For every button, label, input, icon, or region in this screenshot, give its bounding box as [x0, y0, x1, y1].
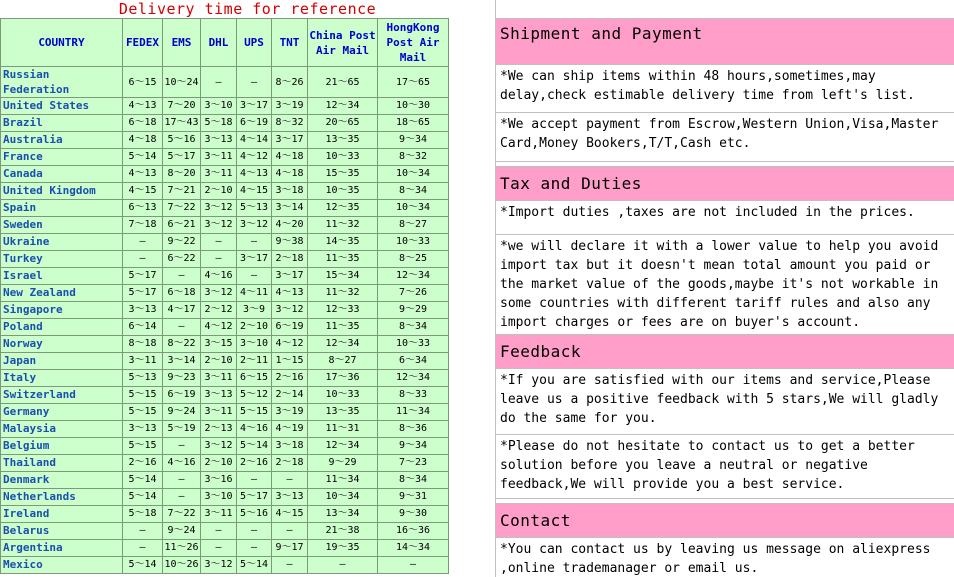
- delivery-days-cell: —: [272, 472, 308, 489]
- delivery-days-cell: 3～11: [201, 149, 237, 166]
- delivery-days-cell: 4～13: [237, 166, 272, 183]
- delivery-days-cell: —: [123, 251, 163, 268]
- delivery-days-cell: 3～13: [272, 489, 308, 506]
- delivery-days-cell: 3～12: [201, 438, 237, 455]
- delivery-days-cell: 3～17: [237, 98, 272, 115]
- delivery-days-cell: —: [163, 268, 201, 285]
- table-row: [1, 387, 449, 404]
- delivery-days-cell: 3～18: [272, 183, 308, 200]
- delivery-days-cell: 6～19: [237, 115, 272, 132]
- delivery-days-cell: 3～10: [201, 98, 237, 115]
- top-spacer: [496, 0, 954, 19]
- table-row: [1, 472, 449, 489]
- delivery-days-cell: 5～17: [163, 149, 201, 166]
- delivery-days-cell: 7～18: [123, 217, 163, 234]
- table-row: [1, 404, 449, 421]
- column-header: China Post Air Mail: [308, 19, 378, 67]
- delivery-days-cell: 4～18: [123, 132, 163, 149]
- delivery-days-cell: 2～10: [201, 353, 237, 370]
- delivery-days-cell: 4～13: [123, 166, 163, 183]
- delivery-days-cell: 3～13: [201, 387, 237, 404]
- delivery-days-cell: 11～35: [308, 251, 378, 268]
- delivery-days-cell: 5～15: [123, 387, 163, 404]
- delivery-days-cell: 15～35: [308, 166, 378, 183]
- delivery-days-cell: 6～19: [272, 319, 308, 336]
- delivery-days-cell: 6～19: [163, 387, 201, 404]
- delivery-days-cell: 5～15: [237, 404, 272, 421]
- delivery-days-cell: 3～10: [201, 489, 237, 506]
- delivery-days-cell: 3～13: [123, 302, 163, 319]
- table-row: [1, 557, 449, 574]
- delivery-days-cell: 9～34: [378, 438, 449, 455]
- country-name: Sweden: [1, 217, 123, 234]
- contact-heading: Contact: [496, 504, 954, 538]
- delivery-days-cell: 17～65: [378, 67, 449, 98]
- delivery-days-cell: 8～34: [378, 319, 449, 336]
- delivery-days-cell: 7～23: [378, 455, 449, 472]
- delivery-days-cell: 11～26: [163, 540, 201, 557]
- country-name: Thailand: [1, 455, 123, 472]
- delivery-days-cell: —: [201, 540, 237, 557]
- delivery-days-cell: 5～17: [123, 285, 163, 302]
- country-name: Malaysia: [1, 421, 123, 438]
- country-name: Turkey: [1, 251, 123, 268]
- delivery-days-cell: 5～15: [123, 438, 163, 455]
- delivery-days-cell: 10～26: [163, 557, 201, 574]
- delivery-days-cell: 4～12: [237, 149, 272, 166]
- table-row: [1, 67, 449, 98]
- table-row: [1, 336, 449, 353]
- delivery-days-cell: 3～14: [163, 353, 201, 370]
- delivery-days-cell: 21～38: [308, 523, 378, 540]
- country-name: Switzerland: [1, 387, 123, 404]
- delivery-days-cell: —: [272, 523, 308, 540]
- delivery-days-cell: 5～18: [201, 115, 237, 132]
- contact-paragraph: *You can contact us by leaving us message on aliexpress ,online trademanager or email us.: [500, 542, 931, 576]
- delivery-days-cell: 5～14: [237, 438, 272, 455]
- country-name: Belgium: [1, 438, 123, 455]
- delivery-days-cell: —: [163, 489, 201, 506]
- country-name: Singapore: [1, 302, 123, 319]
- delivery-days-cell: 9～34: [378, 132, 449, 149]
- country-name: Poland: [1, 319, 123, 336]
- delivery-days-cell: 5～16: [237, 506, 272, 523]
- country-name: Spain: [1, 200, 123, 217]
- delivery-days-cell: —: [201, 234, 237, 251]
- delivery-days-cell: 6～14: [123, 319, 163, 336]
- country-name: France: [1, 149, 123, 166]
- delivery-days-cell: 4～20: [272, 217, 308, 234]
- country-name: New Zealand: [1, 285, 123, 302]
- delivery-days-cell: 12～34: [378, 370, 449, 387]
- delivery-days-cell: 3～12: [201, 200, 237, 217]
- table-row: [1, 370, 449, 387]
- delivery-days-cell: —: [201, 523, 237, 540]
- delivery-days-cell: 4～11: [237, 285, 272, 302]
- delivery-days-cell: 4～16: [237, 421, 272, 438]
- delivery-days-cell: 3～14: [272, 200, 308, 217]
- tax-paragraph-2: *we will declare it with a lower value to help you avoid import tax but it doesn't mean total amount you paid or the market value of the goods,maybe it's not workable in some countries with different tariff rules and also any import charges or fees are on buyer's account.: [496, 235, 954, 335]
- delivery-days-cell: 5～18: [123, 506, 163, 523]
- country-name: United States: [1, 98, 123, 115]
- table-row: [1, 268, 449, 285]
- country-name: Denmark: [1, 472, 123, 489]
- delivery-days-cell: 2～11: [237, 353, 272, 370]
- delivery-days-cell: 14～34: [378, 540, 449, 557]
- delivery-days-cell: 20～65: [308, 115, 378, 132]
- delivery-days-cell: 5～14: [123, 557, 163, 574]
- info-panel: [495, 0, 954, 577]
- delivery-days-cell: 9～38: [272, 234, 308, 251]
- country-name: Belarus: [1, 523, 123, 540]
- delivery-days-cell: 11～35: [308, 319, 378, 336]
- country-name: Ukraine: [1, 234, 123, 251]
- table-row: [1, 166, 449, 183]
- delivery-days-cell: 3～12: [237, 217, 272, 234]
- delivery-days-cell: 19～35: [308, 540, 378, 557]
- delivery-days-cell: 2～18: [272, 251, 308, 268]
- delivery-days-cell: 4～16: [163, 455, 201, 472]
- feedback-paragraph-1: *If you are satisfied with our items and service,Please leave us a positive feedback with 5 stars,We will gladly do the same for you.: [496, 369, 954, 435]
- shipment-payment-heading: Shipment and Payment: [496, 19, 954, 65]
- delivery-days-cell: 4～12: [272, 336, 308, 353]
- delivery-days-cell: 10～34: [378, 166, 449, 183]
- country-name: Canada: [1, 166, 123, 183]
- delivery-days-cell: 3～17: [272, 132, 308, 149]
- delivery-days-cell: 4～13: [123, 98, 163, 115]
- delivery-days-cell: 9～31: [378, 489, 449, 506]
- table-row: [1, 115, 449, 132]
- delivery-days-cell: 4～18: [272, 149, 308, 166]
- delivery-days-cell: 11～34: [308, 472, 378, 489]
- delivery-days-cell: —: [237, 540, 272, 557]
- delivery-days-cell: —: [237, 472, 272, 489]
- column-header: UPS: [237, 19, 272, 67]
- delivery-days-cell: 9～29: [378, 302, 449, 319]
- delivery-days-cell: 8～33: [378, 387, 449, 404]
- delivery-days-cell: —: [378, 557, 449, 574]
- tax-paragraph-1: *Import duties ,taxes are not included in the prices.: [496, 201, 954, 235]
- country-name: Germany: [1, 404, 123, 421]
- country-name: United Kingdom: [1, 183, 123, 200]
- delivery-days-cell: 4～13: [272, 285, 308, 302]
- delivery-days-cell: 3～11: [123, 353, 163, 370]
- delivery-title: Delivery time for reference: [118, 0, 377, 18]
- table-row: [1, 251, 449, 268]
- delivery-days-cell: —: [201, 251, 237, 268]
- table-header-row: [1, 19, 449, 67]
- delivery-days-cell: 8～32: [378, 149, 449, 166]
- delivery-days-cell: 10～34: [378, 200, 449, 217]
- delivery-days-cell: 12～34: [308, 438, 378, 455]
- country-name: Norway: [1, 336, 123, 353]
- table-row: [1, 489, 449, 506]
- delivery-days-cell: 3～11: [201, 370, 237, 387]
- delivery-days-cell: 4～15: [272, 506, 308, 523]
- delivery-days-cell: 3～19: [272, 98, 308, 115]
- table-row: [1, 438, 449, 455]
- table-row: [1, 183, 449, 200]
- delivery-days-cell: 9～30: [378, 506, 449, 523]
- delivery-days-cell: 14～35: [308, 234, 378, 251]
- delivery-days-cell: 8～27: [378, 217, 449, 234]
- delivery-days-cell: 8～34: [378, 472, 449, 489]
- delivery-days-cell: 3～17: [272, 268, 308, 285]
- delivery-days-cell: 9～17: [272, 540, 308, 557]
- delivery-days-cell: 9～22: [163, 234, 201, 251]
- delivery-days-cell: 3～12: [201, 217, 237, 234]
- delivery-days-cell: 4～15: [237, 183, 272, 200]
- country-name: Israel: [1, 268, 123, 285]
- delivery-days-cell: 3～13: [201, 132, 237, 149]
- delivery-days-cell: 13～35: [308, 132, 378, 149]
- delivery-days-cell: 11～31: [308, 421, 378, 438]
- delivery-days-cell: 3～9: [237, 302, 272, 319]
- delivery-days-cell: —: [237, 523, 272, 540]
- delivery-days-cell: 8～34: [378, 183, 449, 200]
- table-row: [1, 200, 449, 217]
- delivery-days-cell: —: [201, 67, 237, 98]
- country-name: Australia: [1, 132, 123, 149]
- delivery-days-cell: —: [123, 523, 163, 540]
- table-row: [1, 455, 449, 472]
- delivery-days-cell: 5～14: [123, 149, 163, 166]
- delivery-days-cell: 3～11: [201, 166, 237, 183]
- column-header-country: COUNTRY: [1, 19, 123, 67]
- country-name: Netherlands: [1, 489, 123, 506]
- delivery-days-cell: 8～27: [308, 353, 378, 370]
- delivery-days-cell: 12～34: [308, 336, 378, 353]
- delivery-days-cell: 4～17: [163, 302, 201, 319]
- table-row: [1, 302, 449, 319]
- delivery-days-cell: 15～34: [308, 268, 378, 285]
- country-name: Russian Federation: [1, 67, 123, 98]
- delivery-days-cell: 4～12: [201, 319, 237, 336]
- table-row: [1, 149, 449, 166]
- delivery-days-cell: 2～10: [237, 319, 272, 336]
- delivery-days-cell: 13～35: [308, 404, 378, 421]
- delivery-days-cell: 2～18: [272, 455, 308, 472]
- delivery-days-cell: 6～21: [163, 217, 201, 234]
- delivery-days-cell: 10～33: [378, 336, 449, 353]
- delivery-days-cell: 17～43: [163, 115, 201, 132]
- delivery-days-cell: 9～23: [163, 370, 201, 387]
- country-name: Mexico: [1, 557, 123, 574]
- delivery-days-cell: 4～16: [201, 268, 237, 285]
- column-header: HongKong Post Air Mail: [378, 19, 449, 67]
- shipment-paragraph-1: *We can ship items within 48 hours,sometimes,may delay,check estimable delivery time from left's list.: [496, 65, 954, 113]
- delivery-days-cell: 7～22: [163, 200, 201, 217]
- delivery-days-cell: 2～10: [201, 183, 237, 200]
- delivery-days-cell: 12～33: [308, 302, 378, 319]
- country-name: Brazil: [1, 115, 123, 132]
- delivery-days-cell: 12～34: [378, 268, 449, 285]
- delivery-days-cell: 6～34: [378, 353, 449, 370]
- delivery-days-cell: 3～12: [272, 302, 308, 319]
- delivery-days-cell: 3～13: [123, 421, 163, 438]
- delivery-days-cell: 6～15: [237, 370, 272, 387]
- delivery-days-cell: 8～22: [163, 336, 201, 353]
- country-name: Argentina: [1, 540, 123, 557]
- delivery-days-cell: 11～34: [378, 404, 449, 421]
- delivery-table: [0, 18, 449, 574]
- delivery-days-cell: 6～18: [123, 115, 163, 132]
- table-row: [1, 421, 449, 438]
- delivery-days-cell: 3～10: [237, 336, 272, 353]
- delivery-days-cell: 9～29: [308, 455, 378, 472]
- table-row: [1, 217, 449, 234]
- delivery-days-cell: 17～36: [308, 370, 378, 387]
- delivery-days-cell: 3～16: [201, 472, 237, 489]
- delivery-days-cell: —: [272, 557, 308, 574]
- table-body: [1, 67, 449, 574]
- delivery-days-cell: —: [123, 234, 163, 251]
- delivery-days-cell: 8～25: [378, 251, 449, 268]
- delivery-days-cell: 5～17: [123, 268, 163, 285]
- delivery-days-cell: 9～24: [163, 523, 201, 540]
- delivery-days-cell: 5～13: [237, 200, 272, 217]
- delivery-days-cell: 3～12: [201, 285, 237, 302]
- delivery-days-cell: 4～19: [272, 421, 308, 438]
- delivery-days-cell: —: [163, 472, 201, 489]
- delivery-days-cell: 3～17: [237, 251, 272, 268]
- payment-paragraph: *We accept payment from Escrow,Western Union,Visa,Master Card,Money Bookers,T/T,Cash etc.: [496, 113, 954, 162]
- delivery-days-cell: 12～35: [308, 200, 378, 217]
- column-header: DHL: [201, 19, 237, 67]
- delivery-days-cell: 8～18: [123, 336, 163, 353]
- table-row: [1, 234, 449, 251]
- delivery-days-cell: 2～10: [201, 455, 237, 472]
- delivery-days-cell: 6～18: [163, 285, 201, 302]
- delivery-days-cell: 10～34: [308, 489, 378, 506]
- delivery-days-cell: 3～11: [201, 506, 237, 523]
- delivery-days-cell: 2～14: [272, 387, 308, 404]
- feedback-heading: Feedback: [496, 335, 954, 369]
- tax-duties-heading: Tax and Duties: [496, 167, 954, 201]
- table-row: [1, 132, 449, 149]
- delivery-days-cell: 5～14: [123, 489, 163, 506]
- delivery-days-cell: 5～12: [237, 387, 272, 404]
- delivery-days-cell: 10～33: [378, 234, 449, 251]
- delivery-days-cell: 4～18: [272, 166, 308, 183]
- table-row: [1, 540, 449, 557]
- table-row: [1, 98, 449, 115]
- delivery-days-cell: 4～14: [237, 132, 272, 149]
- delivery-days-cell: 11～32: [308, 217, 378, 234]
- table-row: [1, 285, 449, 302]
- delivery-days-cell: 10～33: [308, 149, 378, 166]
- delivery-days-cell: 2～16: [237, 455, 272, 472]
- delivery-days-cell: 7～22: [163, 506, 201, 523]
- delivery-days-cell: 11～32: [308, 285, 378, 302]
- table-row: [1, 353, 449, 370]
- delivery-days-cell: 3～18: [272, 438, 308, 455]
- table-row: [1, 523, 449, 540]
- delivery-days-cell: 7～20: [163, 98, 201, 115]
- delivery-days-cell: 3～12: [201, 557, 237, 574]
- delivery-days-cell: 5～16: [163, 132, 201, 149]
- column-header: FEDEX: [123, 19, 163, 67]
- delivery-days-cell: 3～15: [201, 336, 237, 353]
- delivery-days-cell: 3～19: [272, 404, 308, 421]
- delivery-days-cell: 13～34: [308, 506, 378, 523]
- delivery-days-cell: 21～65: [308, 67, 378, 98]
- delivery-days-cell: 2～16: [272, 370, 308, 387]
- delivery-days-cell: —: [237, 234, 272, 251]
- delivery-days-cell: 7～26: [378, 285, 449, 302]
- delivery-days-cell: 12～34: [308, 98, 378, 115]
- country-name: Japan: [1, 353, 123, 370]
- table-row: [1, 506, 449, 523]
- delivery-days-cell: 10～35: [308, 183, 378, 200]
- delivery-days-cell: —: [237, 67, 272, 98]
- delivery-days-cell: 10～30: [378, 98, 449, 115]
- delivery-days-cell: 5～14: [237, 557, 272, 574]
- delivery-days-cell: 2～12: [201, 302, 237, 319]
- delivery-days-cell: 10～24: [163, 67, 201, 98]
- delivery-days-cell: 8～36: [378, 421, 449, 438]
- delivery-days-cell: 6～15: [123, 67, 163, 98]
- delivery-days-cell: —: [308, 557, 378, 574]
- delivery-days-cell: 8～32: [272, 115, 308, 132]
- column-header: EMS: [163, 19, 201, 67]
- country-name: Ireland: [1, 506, 123, 523]
- delivery-days-cell: 5～17: [237, 489, 272, 506]
- delivery-days-cell: 6～22: [163, 251, 201, 268]
- delivery-days-cell: 3～11: [201, 404, 237, 421]
- delivery-days-cell: 5～13: [123, 370, 163, 387]
- column-header: TNT: [272, 19, 308, 67]
- delivery-days-cell: —: [123, 540, 163, 557]
- delivery-days-cell: —: [237, 268, 272, 285]
- delivery-days-cell: 10～33: [308, 387, 378, 404]
- delivery-days-cell: 5～19: [163, 421, 201, 438]
- table-row: [1, 319, 449, 336]
- delivery-days-cell: 18～65: [378, 115, 449, 132]
- delivery-days-cell: 8～26: [272, 67, 308, 98]
- country-name: Italy: [1, 370, 123, 387]
- delivery-days-cell: 1～15: [272, 353, 308, 370]
- delivery-days-cell: 2～13: [201, 421, 237, 438]
- delivery-days-cell: —: [163, 438, 201, 455]
- delivery-days-cell: —: [163, 319, 201, 336]
- delivery-days-cell: 6～13: [123, 200, 163, 217]
- delivery-days-cell: 5～15: [123, 404, 163, 421]
- delivery-days-cell: 5～14: [123, 472, 163, 489]
- delivery-days-cell: 7～21: [163, 183, 201, 200]
- feedback-paragraph-2: *Please do not hesitate to contact us to get a better solution before you leave a neutral or negative feedback,We will provide you a best service.: [496, 435, 954, 499]
- delivery-days-cell: 8～20: [163, 166, 201, 183]
- delivery-days-cell: 4～15: [123, 183, 163, 200]
- delivery-days-cell: 2～16: [123, 455, 163, 472]
- delivery-days-cell: 9～24: [163, 404, 201, 421]
- delivery-days-cell: 16～36: [378, 523, 449, 540]
